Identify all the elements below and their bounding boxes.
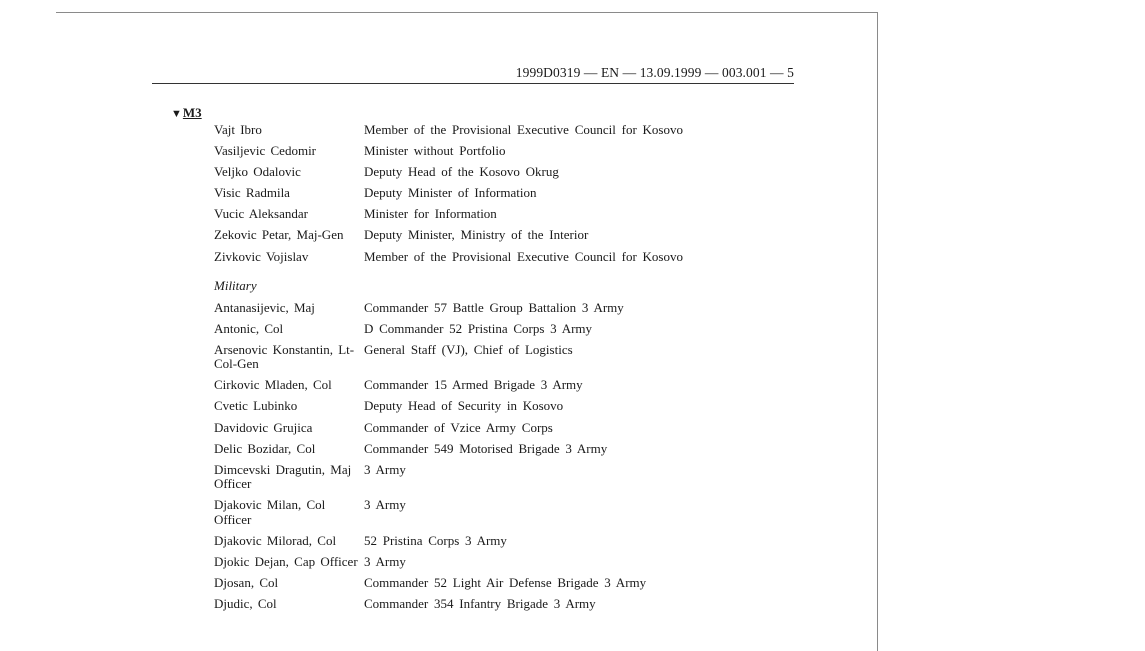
entry-role: Commander 354 Infantry Brigade 3 Army <box>364 596 596 612</box>
list-item <box>214 186 794 201</box>
entry-name: Djakovic Milorad, Col <box>214 532 337 548</box>
entry-role: Minister for Information <box>364 206 497 222</box>
list-item <box>214 597 794 612</box>
entry-role: 3 Army <box>364 497 406 513</box>
entry-role: Deputy Head of the Kosovo Okrug <box>364 164 559 180</box>
entry-name: Cirkovic Mladen, Col <box>214 377 332 393</box>
entry-role: Commander 549 Motorised Brigade 3 Army <box>364 440 608 456</box>
document-page <box>56 12 878 651</box>
entry-name: Djosan, Col <box>214 575 279 591</box>
entry-name: Djudic, Col <box>214 596 277 612</box>
entry-name: Davidovic Grujica <box>214 419 313 435</box>
list-item <box>214 421 794 436</box>
list-item <box>214 228 794 243</box>
entry-name: Dimcevski Dragutin, Maj Officer <box>214 461 352 492</box>
entry-name: Djakovic Milan, Col Officer <box>214 497 326 527</box>
entry-name: Arsenovic Konstantin, Lt-Col-Gen <box>214 341 355 372</box>
list-item <box>214 555 794 570</box>
list-item <box>214 498 794 527</box>
entry-role: General Staff (VJ), Chief of Logistics <box>364 341 573 357</box>
list-item <box>214 207 794 222</box>
entry-role: Deputy Minister of Information <box>364 185 537 201</box>
entry-role: 3 Army <box>364 554 406 569</box>
list-item <box>214 250 794 265</box>
list-item <box>214 165 794 180</box>
entries-list <box>214 123 794 618</box>
list-item <box>214 534 794 549</box>
entry-name: Veljko Odalovic <box>214 164 301 180</box>
amendment-code: M3 <box>182 105 202 120</box>
list-item <box>214 576 794 591</box>
entry-role: Commander of Vzice Army Corps <box>364 419 553 435</box>
triangle-down-icon: ▼ <box>171 108 182 120</box>
entry-role: Commander 15 Armed Brigade 3 Army <box>364 377 583 393</box>
entry-role: 3 Army <box>364 461 406 477</box>
entry-role: Commander 52 Light Air Defense Brigade 3 Army <box>364 575 647 591</box>
entry-name: Antonic, Col <box>214 320 284 336</box>
list-item <box>214 123 794 138</box>
entry-role: Member of the Provisional Executive Council for Kosovo <box>364 122 683 137</box>
entry-role: Commander 57 Battle Group Battalion 3 Army <box>364 299 624 315</box>
list-item <box>214 343 794 372</box>
entry-name: Delic Bozidar, Col <box>214 440 316 456</box>
entry-name: Visic Radmila <box>214 185 290 201</box>
entry-name: Djokic Dejan, Cap Officer <box>214 554 358 569</box>
entry-role: Member of the Provisional Executive Council for Kosovo <box>364 248 683 264</box>
section-heading-military: Military <box>214 278 257 294</box>
entry-name: Zivkovic Vojislav <box>214 248 309 264</box>
entry-name: Vasiljevic Cedomir <box>214 143 317 159</box>
entry-role: D Commander 52 Pristina Corps 3 Army <box>364 320 593 336</box>
entry-name: Antanasijevic, Maj <box>214 299 315 315</box>
list-item <box>214 399 794 414</box>
list-item <box>214 322 794 337</box>
entry-name: Vajt Ibro <box>214 122 262 137</box>
entry-role: 52 Pristina Corps 3 Army <box>364 532 507 548</box>
list-item <box>214 463 794 492</box>
list-item <box>214 378 794 393</box>
entry-name: Vucic Aleksandar <box>214 206 308 222</box>
amendment-marker <box>171 105 202 121</box>
list-item <box>214 442 794 457</box>
entry-role: Minister without Portfolio <box>364 143 506 159</box>
military-list <box>214 301 794 612</box>
entry-name: Zekovic Petar, Maj-Gen <box>214 227 344 243</box>
entry-role: Deputy Minister, Ministry of the Interior <box>364 227 589 243</box>
entry-role: Deputy Head of Security in Kosovo <box>364 398 564 414</box>
entry-name: Cvetic Lubinko <box>214 398 298 414</box>
running-header: 1999D0319 — EN — 13.09.1999 — 003.001 — 5 <box>152 65 794 84</box>
civilian-list <box>214 123 794 264</box>
list-item <box>214 144 794 159</box>
list-item <box>214 301 794 316</box>
